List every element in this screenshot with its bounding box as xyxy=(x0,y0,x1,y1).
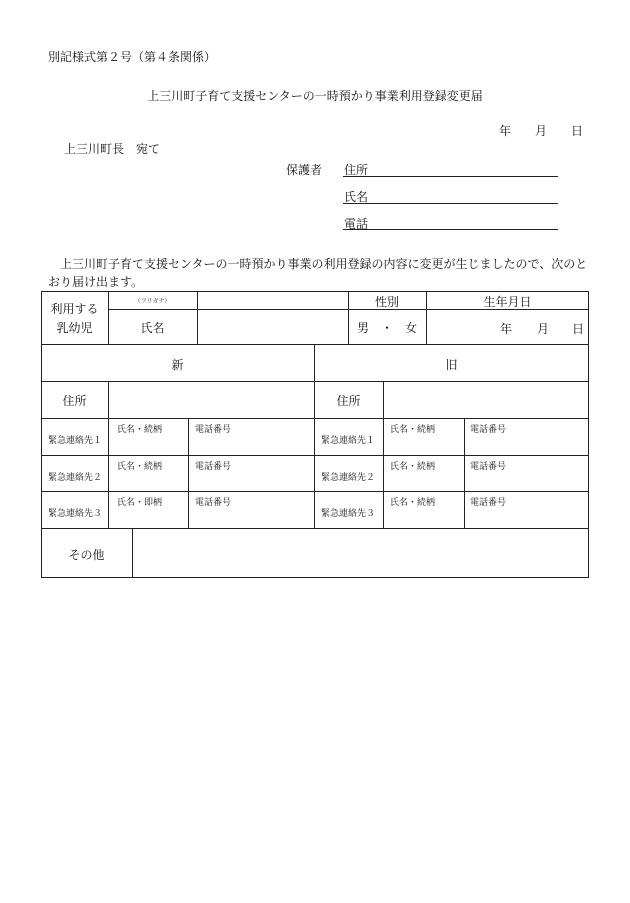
other-label: その他 xyxy=(68,548,105,562)
emergency-old-label-divider xyxy=(383,418,384,528)
document-title: 上三川町子育て支援センターの一時預かり事業利用登録変更届 xyxy=(147,89,483,103)
guardian-address-line[interactable] xyxy=(343,176,558,177)
furigana-label: （フリガナ） xyxy=(134,298,171,305)
emergency-phone-new[interactable]: 電話番号 xyxy=(195,425,232,435)
emergency-row2-bottom xyxy=(41,491,589,492)
date-day-label: 日 xyxy=(571,124,584,138)
emergency-label-old: 緊急連絡先１ xyxy=(321,436,376,446)
form-number: 別記様式第２号（第４条関係） xyxy=(48,50,217,64)
guardian-phone-label: 電話 xyxy=(344,217,369,231)
emergency-label-old: 緊急連絡先２ xyxy=(321,473,376,483)
address-row-bottom xyxy=(41,418,589,419)
emergency-name-relation-old[interactable]: 氏名・続柄 xyxy=(390,498,436,508)
furigana-input[interactable] xyxy=(197,291,348,310)
addressee: 上三川町長 宛て xyxy=(64,142,161,156)
guardian-label: 保護者 xyxy=(286,163,323,177)
emergency-phone-new[interactable]: 電話番号 xyxy=(195,498,232,508)
guardian-name-line[interactable] xyxy=(343,203,558,204)
guardian-phone-line[interactable] xyxy=(343,229,558,230)
emergency-new-label-divider xyxy=(108,418,109,528)
emergency-label-old: 緊急連絡先３ xyxy=(321,509,376,519)
emergency-label-new: 緊急連絡先１ xyxy=(48,436,103,446)
emergency-phone-new[interactable]: 電話番号 xyxy=(195,462,232,472)
address-new-label: 住所 xyxy=(62,394,87,408)
gender-header-divider xyxy=(348,309,426,310)
new-header: 新 xyxy=(171,358,184,372)
emergency-name-relation-new[interactable]: 氏名・即柄 xyxy=(117,498,163,508)
birth-year-label: 年 xyxy=(500,322,513,336)
emergency-row1-bottom xyxy=(41,455,589,456)
child-label-2: 乳幼児 xyxy=(56,321,93,335)
other-input[interactable] xyxy=(133,529,588,577)
emergency-phone-old[interactable]: 電話番号 xyxy=(470,462,507,472)
emergency-name-relation-old[interactable]: 氏名・続柄 xyxy=(390,462,436,472)
date-year-label: 年 xyxy=(499,124,512,138)
address-old-label: 住所 xyxy=(336,394,361,408)
emergency-name-relation-new[interactable]: 氏名・続柄 xyxy=(117,425,163,435)
emergency-phone-old[interactable]: 電話番号 xyxy=(470,425,507,435)
emergency-old-name-divider xyxy=(464,418,465,528)
emergency-label-new: 緊急連絡先３ xyxy=(48,509,103,519)
body-text-line1: 上三川町子育て支援センターの一時預かり事業の利用登録の内容に変更が生じましたので、次のと xyxy=(60,257,588,271)
child-section-bottom xyxy=(41,344,589,345)
guardian-name-label: 氏名 xyxy=(344,190,369,204)
birthdate-header: 生年月日 xyxy=(483,295,532,309)
child-name-label: 氏名 xyxy=(140,321,165,335)
old-header: 旧 xyxy=(445,358,458,372)
emergency-name-relation-new[interactable]: 氏名・続柄 xyxy=(117,462,163,472)
guardian-address-label: 住所 xyxy=(344,163,369,177)
birth-month-label: 月 xyxy=(537,322,550,336)
date-month-label: 月 xyxy=(535,124,548,138)
gender-header: 性別 xyxy=(374,295,399,309)
gender-value[interactable]: 男 ・ 女 xyxy=(356,321,417,335)
emergency-name-relation-old[interactable]: 氏名・続柄 xyxy=(390,425,436,435)
child-name-input[interactable] xyxy=(198,310,348,344)
address-old-input[interactable] xyxy=(384,382,588,417)
emergency-label-new: 緊急連絡先２ xyxy=(48,473,103,483)
child-label-1: 利用する xyxy=(50,302,99,316)
emergency-phone-old[interactable]: 電話番号 xyxy=(470,498,507,508)
birth-day-label: 日 xyxy=(572,322,585,336)
address-new-input[interactable] xyxy=(109,382,314,417)
body-text-line2: おり届け出ます。 xyxy=(48,275,144,289)
emergency-new-name-divider xyxy=(188,418,189,528)
